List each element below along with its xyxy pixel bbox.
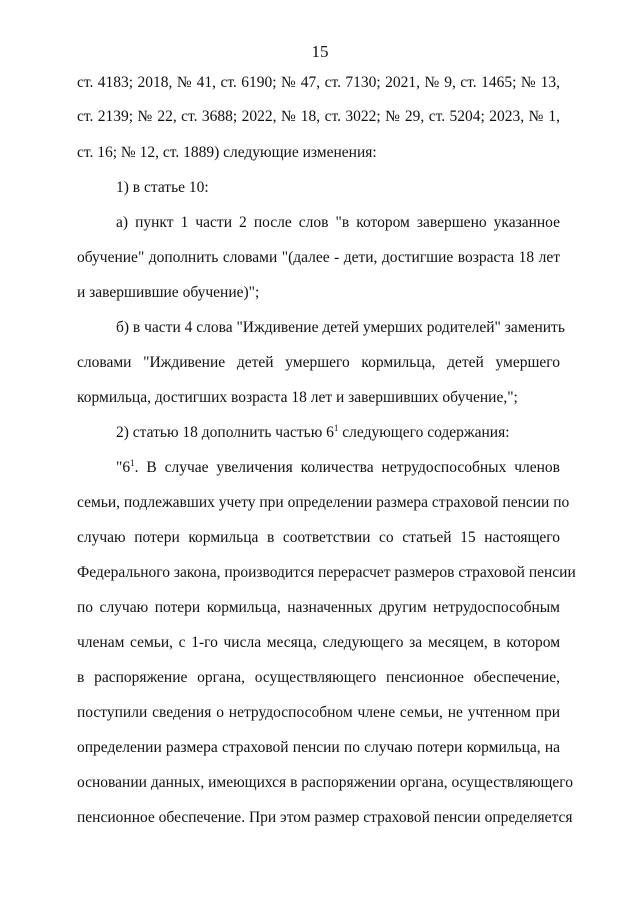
- text-line: [116, 458, 560, 478]
- text-line: поступили сведения о нетрудоспособном члене семьи, не учтенном при: [77, 704, 560, 721]
- text-fragment: "6: [116, 459, 131, 476]
- text-line: определении размера страховой пенсии по случаю потери кормильца, на: [77, 739, 560, 756]
- text-fragment: 2) статью 18 дополнить частью 6: [116, 424, 334, 441]
- text-line: ст. 4183; 2018, № 41, ст. 6190; № 47, ст. 7130; 2021, № 9, ст. 1465; № 13,: [77, 74, 560, 91]
- text-line: б) в части 4 слова "Иждивение детей умерших родителей" заменить: [116, 319, 565, 336]
- text-line: в распоряжение органа, осуществляющего пенсионное обеспечение,: [77, 669, 560, 686]
- text-line: по случаю потери кормильца, назначенных другим нетрудоспособным: [77, 599, 560, 616]
- text-line: Федерального закона, производится перерасчет размеров страховой пенсии: [77, 564, 576, 581]
- list-item-heading: 1) в статье 10:: [116, 179, 209, 196]
- page-number: 15: [311, 42, 329, 61]
- text-line: семьи, подлежавших учету при определении размера страховой пенсии по: [77, 494, 570, 511]
- superscript: 1: [130, 458, 135, 468]
- text-line: словами "Иждивение детей умершего кормильца, детей умершего: [77, 354, 560, 371]
- text-fragment: . В случае увеличения количества нетрудоспособных членов: [134, 459, 560, 476]
- text-line: основании данных, имеющихся в распоряжении органа, осуществляющего: [77, 774, 574, 791]
- superscript: 1: [333, 423, 339, 433]
- text-line: членам семьи, с 1-го числа месяца, следующего за месяцем, в котором: [77, 634, 560, 651]
- text-line: кормильца, достигших возраста 18 лет и завершивших обучение,";: [77, 389, 518, 406]
- text-line: обучение" дополнить словами "(далее - дети, достигшие возраста 18 лет: [77, 249, 560, 266]
- text-line: и завершившие обучение)";: [77, 284, 260, 301]
- text-line: пенсионное обеспечение. При этом размер страховой пенсии определяется: [77, 809, 573, 826]
- list-item-heading: [116, 423, 560, 443]
- text-fragment: следующего содержания:: [338, 424, 510, 441]
- text-line: случаю потери кормильца в соответствии со статьей 15 настоящего: [77, 529, 560, 546]
- text-line: ст. 16; № 12, ст. 1889) следующие изменения:: [77, 144, 377, 161]
- text-line: ст. 2139; № 22, ст. 3688; 2022, № 18, ст. 3022; № 29, ст. 5204; 2023, № 1,: [77, 108, 560, 125]
- text-line: а) пункт 1 части 2 после слов "в котором завершено указанное: [116, 214, 560, 231]
